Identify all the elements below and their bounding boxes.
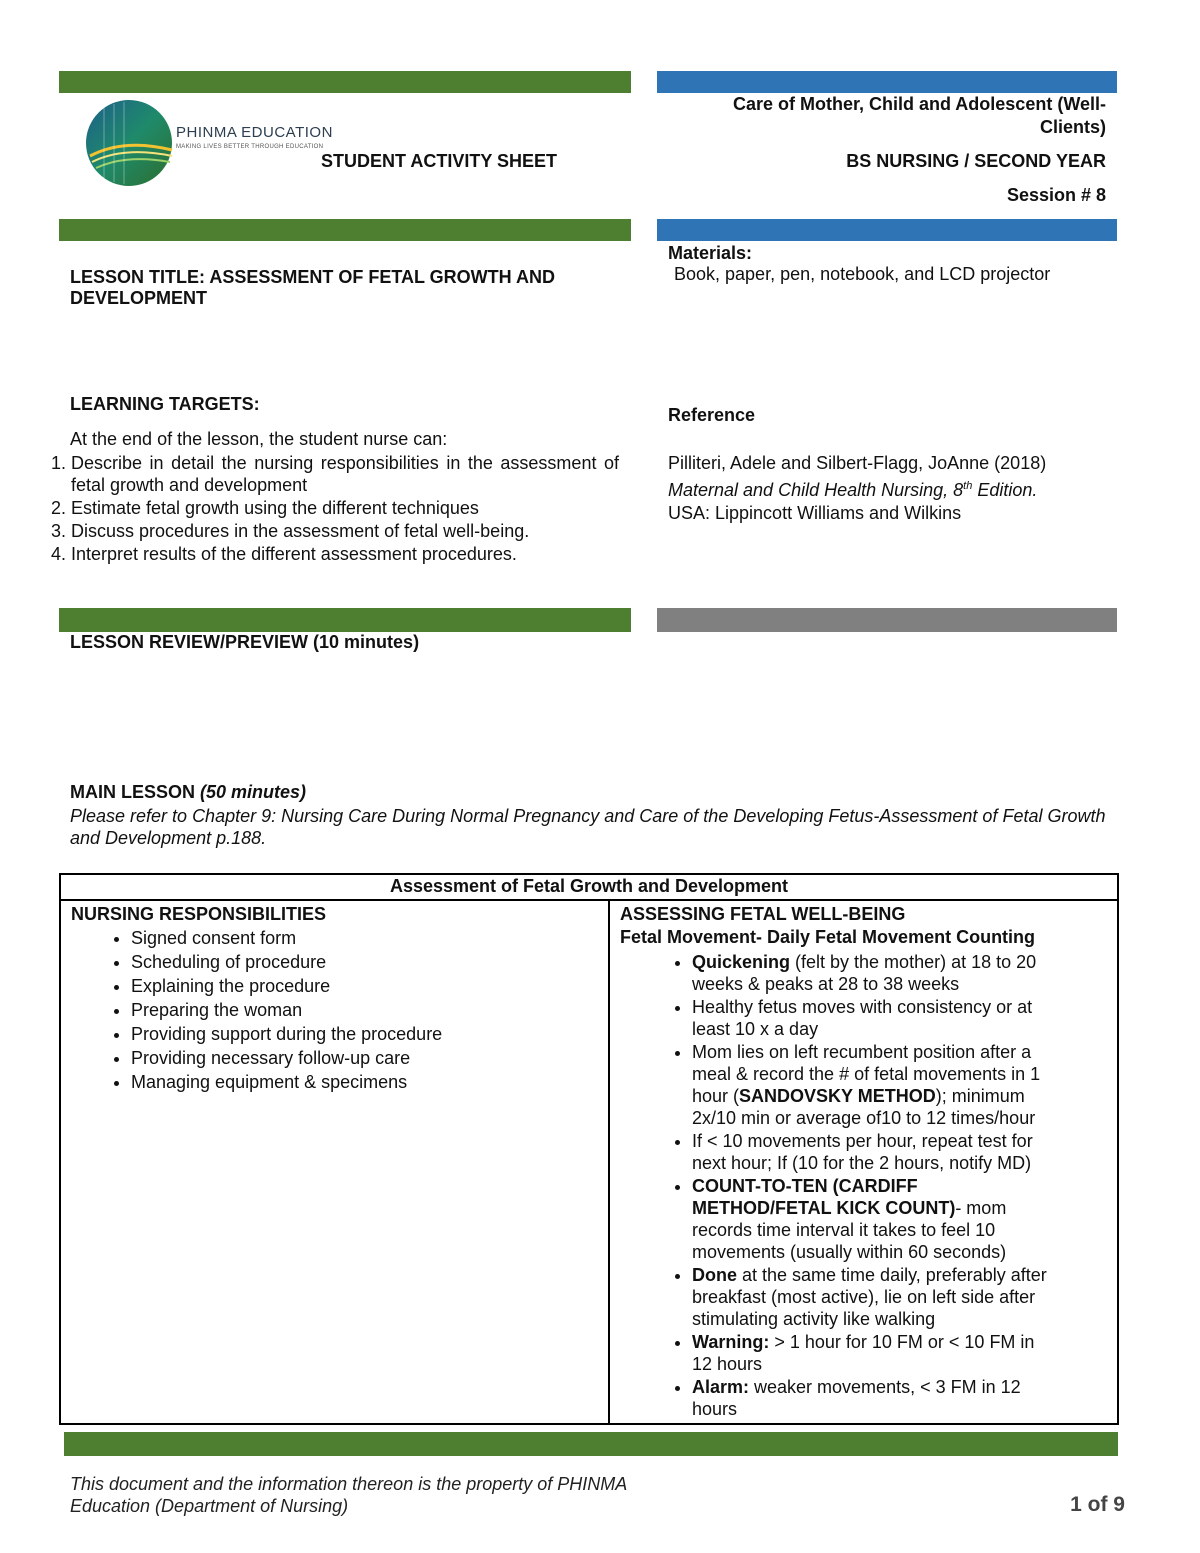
lesson-title-line2: DEVELOPMENT	[70, 288, 208, 308]
list-item	[692, 1130, 1055, 1174]
wellbeing-list	[620, 951, 1055, 1420]
item-text: - mom records time interval it takes to feel 10 movements (usually within 60 seconds)	[692, 1198, 1007, 1262]
list-item: • Providing support during the procedure	[131, 1022, 598, 1046]
section-bar-right	[657, 219, 1117, 241]
list-item	[692, 1041, 1055, 1129]
list-item: • Providing necessary follow-up care	[131, 1046, 598, 1070]
course-title-line1: Care of Mother, Child and Adolescent (Well-	[732, 94, 1106, 114]
list-item: • Signed consent form	[131, 926, 598, 950]
list-item: • Scheduling of procedure	[131, 950, 598, 974]
logo-tagline: MAKING LIVES BETTER THROUGH EDUCATION	[176, 144, 324, 150]
target-item: 1. Describe in detail the nursing responsibilities in the assessment of fetal growth and development	[71, 452, 619, 496]
list-item: • Managing equipment & specimens	[131, 1070, 598, 1094]
targets-heading: LEARNING TARGETS:	[70, 394, 260, 414]
reference-book-line	[668, 475, 1106, 502]
reference-book: Maternal and Child Health Nursing, 8	[668, 480, 964, 500]
footer-bar	[64, 1432, 1118, 1456]
main-lesson-duration: (50 minutes)	[200, 782, 307, 802]
table-title: Assessment of Fetal Growth and Development	[60, 874, 1118, 900]
review-heading: LESSON REVIEW/PREVIEW (10 minutes)	[70, 632, 420, 652]
reference-authors: Pilliteri, Adele and Silbert-Flagg, JoAnne (2018)	[668, 453, 1047, 473]
item-text: weaker movements, < 3 FM in 12 hours	[692, 1377, 1021, 1419]
item-bold: Alarm:	[692, 1377, 750, 1397]
lesson-title-line1: LESSON TITLE: ASSESSMENT OF FETAL GROWTH AND	[70, 267, 555, 287]
left-heading: NURSING RESPONSIBILITIES	[71, 904, 327, 924]
item-bold: Quickening	[692, 952, 791, 972]
item-text: ); minimum 2x/10 min or average of10 to 12 times/hour	[692, 1086, 1036, 1128]
review-bar-right	[657, 608, 1117, 632]
session-number: Session # 8	[1006, 185, 1106, 205]
responsibilities-list	[71, 926, 598, 1094]
main-lesson-label: MAIN LESSON	[70, 782, 201, 802]
assessment-table	[59, 873, 1119, 1425]
sheet-title: STUDENT ACTIVITY SHEET	[321, 151, 558, 171]
course-title-line2: Clients)	[1039, 117, 1106, 137]
nursing-responsibilities-cell	[60, 900, 609, 1424]
item-bold: Warning:	[692, 1332, 770, 1352]
main-lesson-note: Please refer to Chapter 9: Nursing Care During Normal Pregnancy and Care of the Developing Fetus-Assessment of Fetal Growth and Development p.188.	[70, 806, 1106, 848]
materials-text: Book, paper, pen, notebook, and LCD projector	[674, 264, 1051, 284]
list-item: • Preparing the woman	[131, 998, 598, 1022]
right-subheading: Fetal Movement- Daily Fetal Movement Counting	[620, 927, 1036, 947]
list-item	[692, 996, 1055, 1040]
header-bar-right	[657, 71, 1117, 93]
program-year: BS NURSING / SECOND YEAR	[846, 151, 1106, 171]
item-bold: SANDOVSKY METHOD	[739, 1086, 936, 1106]
header-bar-left	[59, 71, 631, 93]
reference-label: Reference	[668, 405, 756, 425]
item-bold: Done	[692, 1265, 737, 1285]
item-text: > 1 hour for 10 FM or < 10 FM in 12 hours	[692, 1332, 1035, 1374]
item-text: If < 10 movements per hour, repeat test for next hour; If (10 for the 2 hours, notify MD)	[692, 1131, 1033, 1173]
review-bar-left	[59, 608, 631, 632]
list-item: • Explaining the procedure	[131, 974, 598, 998]
logo-text: PHINMA EDUCATION	[176, 124, 333, 141]
item-text: Healthy fetus moves with consistency or at least 10 x a day	[692, 997, 1033, 1039]
right-heading: ASSESSING FETAL WELL-BEING	[620, 904, 906, 924]
phinma-logo-icon	[84, 98, 174, 188]
targets-list	[0, 452, 619, 566]
materials-label: Materials:	[668, 243, 753, 263]
item-text: at the same time daily, preferably after breakfast (most active), lie on left side after stimulating activity like walking	[692, 1265, 1047, 1329]
list-item	[692, 1376, 1055, 1420]
target-item: 2. Estimate fetal growth using the different techniques	[71, 497, 619, 519]
reference-edition: Edition.	[972, 480, 1038, 500]
item-text: Mom lies on left recumbent position after a meal & record the # of fetal movements in 1 hour (	[692, 1042, 1041, 1106]
footer-note: This document and the information thereon is the property of PHINMA Education (Department of Nursing)	[70, 1474, 627, 1516]
page-number: 1 of 9	[1070, 1493, 1125, 1516]
reference-block	[668, 452, 1106, 525]
item-text: (felt by the mother) at 18 to 20 weeks & peaks at 28 to 38 weeks	[692, 952, 1037, 994]
list-item	[692, 1175, 1055, 1263]
reference-publisher: USA: Lippincott Williams and Wilkins	[668, 503, 962, 523]
target-item: 4. Interpret results of the different assessment procedures.	[71, 543, 619, 565]
list-item	[692, 1264, 1055, 1330]
main-lesson-heading	[70, 782, 306, 803]
item-bold: COUNT-TO-TEN (CARDIFF METHOD/FETAL KICK COUNT)	[692, 1176, 956, 1218]
list-item	[692, 1331, 1055, 1375]
reference-sup: th	[963, 480, 973, 492]
fetal-wellbeing-cell	[609, 900, 1118, 1424]
targets-intro: At the end of the lesson, the student nurse can:	[70, 429, 448, 449]
section-bar-left	[59, 219, 631, 241]
phinma-logo	[84, 98, 324, 188]
list-item	[692, 951, 1055, 995]
target-item: 3. Discuss procedures in the assessment of fetal well-being.	[71, 520, 619, 542]
